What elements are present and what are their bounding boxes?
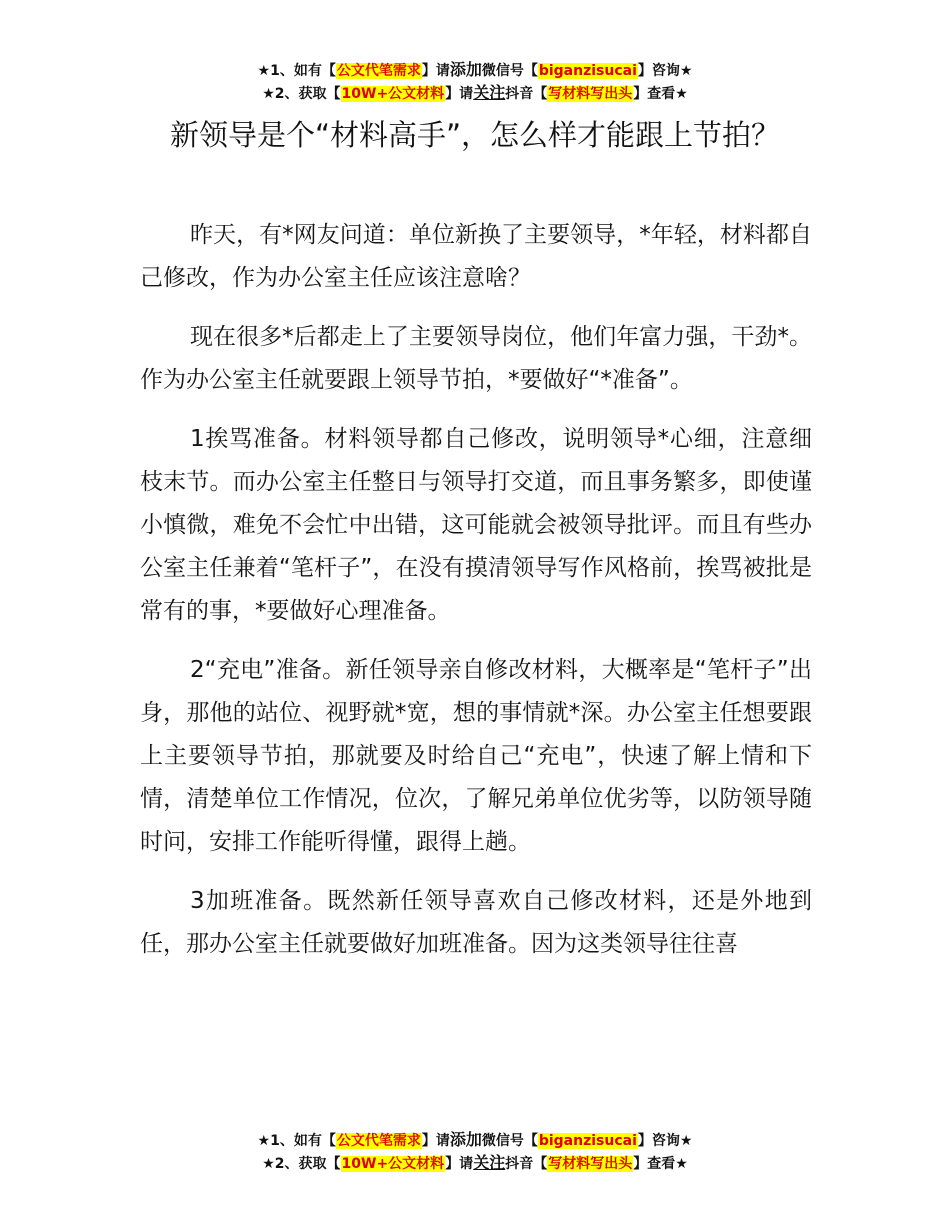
star-icon: ★	[262, 1156, 275, 1172]
document-title: 新领导是个“材料高手”，怎么样才能跟上节拍？	[169, 118, 781, 152]
star-icon: ★	[262, 86, 275, 102]
promo-text: 1、如有【	[270, 63, 336, 79]
promo-text: 微信号【	[481, 1133, 538, 1149]
star-icon: ★	[257, 1133, 271, 1149]
star-icon: ★	[675, 86, 688, 102]
emphasis-text: 关注	[473, 83, 506, 102]
promo-text: 】请	[445, 1156, 474, 1172]
promo-line-2	[0, 82, 950, 105]
promo-text: 】查看	[633, 86, 676, 102]
douyin-highlight: 写材料写出头	[548, 1156, 633, 1172]
emphasis-text: 添加	[449, 1130, 482, 1149]
paragraph: 1挨骂准备。材料领导都自己修改，说明领导*心细，注意细枝末节。而办公室主任整日与领导打交道，而且事务繁多，即使谨小慎微，难免不会忙中出错，这可能就会被领导批评。而且有些办公室主任兼着“笔杆子”，在没有摸清领导写作风格前，挨骂被批是常有的事，*要做好心理准备。	[140, 426, 812, 624]
paragraph: 昨天，有*网友问道：单位新换了主要领导，*年轻，材料都自己修改，作为办公室主任应该注意啥？	[140, 222, 812, 291]
star-icon: ★	[675, 1156, 688, 1172]
douyin-highlight: 写材料写出头	[548, 86, 633, 102]
paragraph: 现在很多*后都走上了主要领导岗位，他们年富力强，干劲*。作为办公室主任就要跟上领导节拍，*要做好“*准备”。	[140, 324, 812, 393]
emphasis-text: 添加	[449, 60, 482, 79]
highlight-text: 公文代笔需求	[336, 1133, 421, 1149]
highlight-text: 公文代笔需求	[336, 63, 421, 79]
promo-text: 2、获取【	[274, 86, 341, 102]
wechat-id-highlight: biganzisucai	[538, 1133, 637, 1149]
promo-text: 】请	[421, 63, 450, 79]
promo-text: 抖音【	[505, 1156, 548, 1172]
document-body	[140, 214, 812, 982]
highlight-text: 10W+公文材料	[341, 1156, 445, 1172]
paragraph: 3加班准备。既然新任领导喜欢自己修改材料，还是外地到任，那办公室主任就要做好加班准备。因为这类领导往往喜	[140, 888, 812, 957]
promo-text: 】咨询	[637, 1133, 680, 1149]
promo-banner-top	[0, 59, 950, 105]
star-icon: ★	[679, 1133, 693, 1149]
highlight-text: 10W+公文材料	[341, 86, 445, 102]
promo-banner-bottom	[0, 1129, 950, 1175]
promo-text: 微信号【	[481, 63, 538, 79]
promo-line-1	[0, 59, 950, 82]
promo-text: 】请	[445, 86, 474, 102]
paragraph: 2“充电”准备。新任领导亲自修改材料，大概率是“笔杆子”出身，那他的站位、视野就*宽，想的事情就*深。办公室主任想要跟上主要领导节拍，那就要及时给自己“充电”，快速了解上情和下情，清楚单位工作情况，位次，了解兄弟单位优劣等，以防领导随时问，安排工作能听得懂，跟得上趟。	[140, 657, 812, 855]
emphasis-text: 关注	[473, 1153, 506, 1172]
promo-line-2	[0, 1152, 950, 1175]
wechat-id-highlight: biganzisucai	[538, 63, 637, 79]
promo-text: 2、获取【	[274, 1156, 341, 1172]
promo-line-1	[0, 1129, 950, 1152]
promo-text: 抖音【	[505, 86, 548, 102]
promo-text: 】咨询	[637, 63, 680, 79]
promo-text: 】请	[421, 1133, 450, 1149]
star-icon: ★	[679, 63, 693, 79]
promo-text: 】查看	[633, 1156, 676, 1172]
star-icon: ★	[257, 63, 271, 79]
promo-text: 1、如有【	[270, 1133, 336, 1149]
